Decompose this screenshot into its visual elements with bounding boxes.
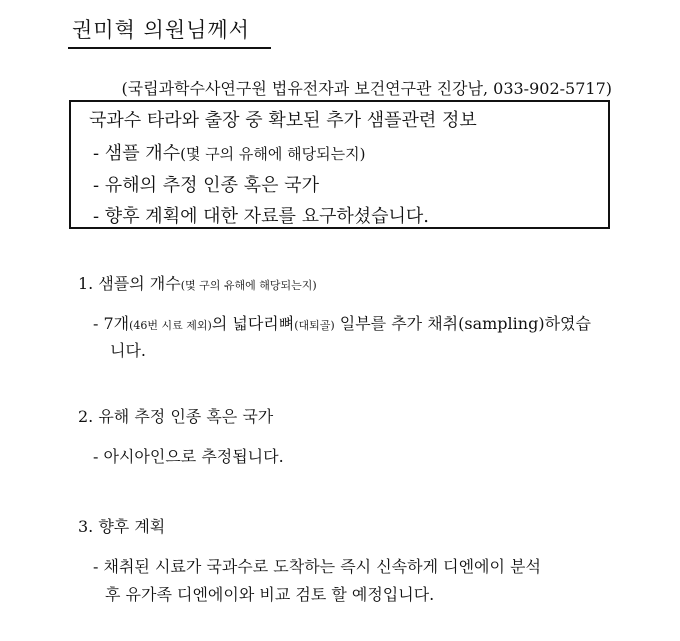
section-3-line-2: 후 유가족 디엔에이와 비교 검토 할 예정입니다. xyxy=(105,585,435,604)
text-segment: - 7개 xyxy=(93,314,130,333)
text-segment: 일부를 추가 채취(sampling)하였습 xyxy=(334,314,591,333)
summary-item-origin: - 유해의 추정 인종 혹은 국가 xyxy=(93,175,319,196)
section-3-line-1: - 채취된 시료가 국과수로 도착하는 즉시 신속하게 디엔에이 분석 xyxy=(93,557,541,576)
section-1-heading xyxy=(78,271,317,294)
text-note: (대퇴골) xyxy=(294,319,335,332)
section-2-line-1: - 아시아인으로 추정됩니다. xyxy=(93,447,284,466)
text-note: (46번 시료 제외) xyxy=(129,319,212,332)
summary-item-sample-count xyxy=(93,139,365,165)
section-heading-note: (몇 구의 유해에 해당되는지) xyxy=(180,279,317,292)
text-segment: 의 넓다리뼈 xyxy=(211,314,295,333)
section-2-heading: 2. 유해 추정 인종 혹은 국가 xyxy=(78,407,274,426)
document-title: 권미혁 의원님께서 xyxy=(72,18,250,42)
summary-item-text: - 샘플 개수 xyxy=(93,143,181,164)
summary-box xyxy=(69,100,610,229)
contact-info: (국립과학수사연구원 법유전자과 보건연구관 진강남, 033-902-5717) xyxy=(121,79,612,98)
summary-item-plan: - 향후 계획에 대한 자료를 요구하셨습니다. xyxy=(93,206,430,227)
section-3-heading: 3. 향후 계획 xyxy=(78,517,166,536)
title-underline xyxy=(68,47,271,49)
summary-item-paren: (몇 구의 유해에 해당되는지) xyxy=(180,145,366,163)
section-heading-text: 1. 샘플의 개수 xyxy=(78,274,181,293)
section-1-line-2: 니다. xyxy=(110,341,146,360)
section-1-line-1 xyxy=(93,311,591,334)
summary-box-heading: 국과수 타라와 출장 중 확보된 추가 샘플관련 정보 xyxy=(89,110,477,131)
